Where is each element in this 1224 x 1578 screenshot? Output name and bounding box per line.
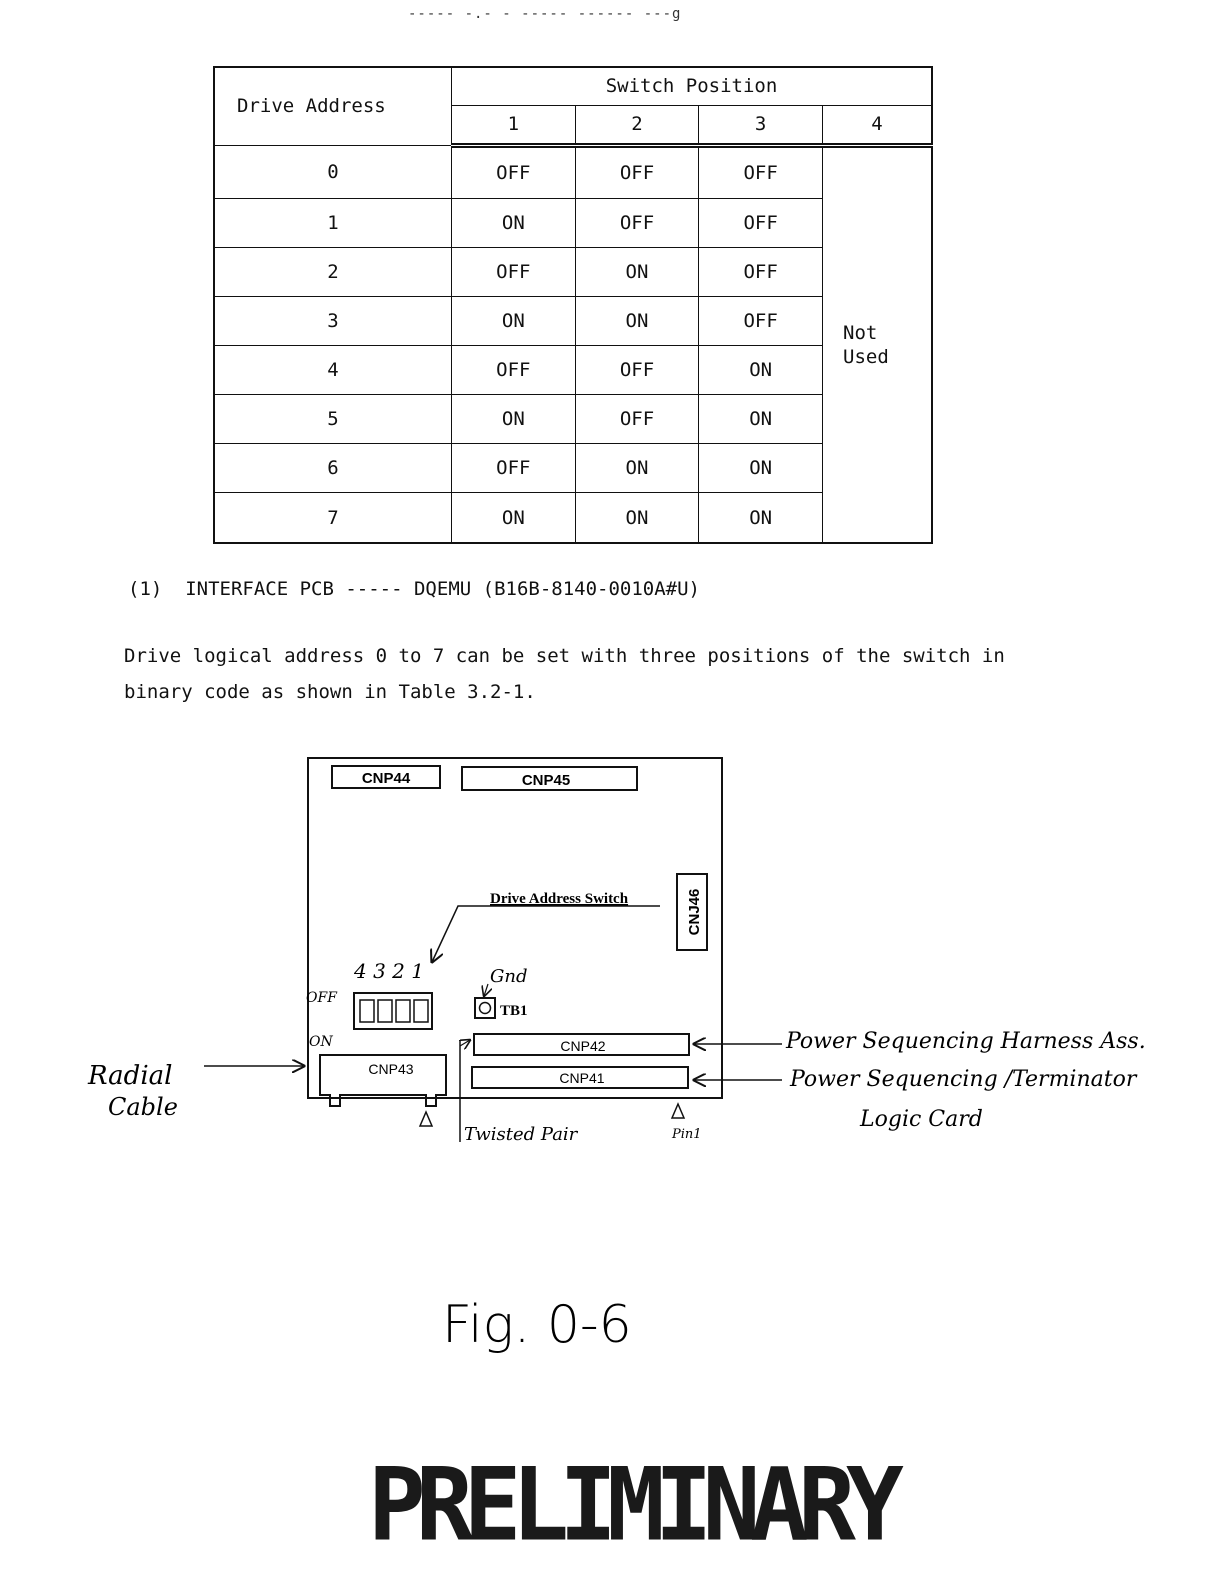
switch2-cell: ON: [575, 297, 699, 346]
drive-address-dip-switch: [354, 993, 432, 1029]
switch3-cell: OFF: [699, 145, 823, 198]
switch3-cell: ON: [699, 395, 823, 444]
switch1-cell: ON: [452, 395, 576, 444]
on-label: ON: [309, 1034, 333, 1050]
twisted-pair-arrow: [460, 1040, 470, 1046]
twisted-pair-label: Twisted Pair: [464, 1124, 578, 1145]
address-cell: 4: [214, 346, 452, 395]
drive-address-header: Drive Address: [214, 67, 452, 145]
switch2-cell: ON: [575, 444, 699, 493]
position-1-header: 1: [452, 105, 576, 145]
address-cell: 0: [214, 145, 452, 198]
switch2-cell: ON: [575, 493, 699, 543]
address-cell: 6: [214, 444, 452, 493]
address-cell: 3: [214, 297, 452, 346]
power-seq-term-label-line1: Power Sequencing /Terminator: [790, 1067, 1137, 1092]
preliminary-stamp: PRELIMINARY: [368, 1446, 894, 1564]
switch2-cell: ON: [575, 247, 699, 296]
power-seq-harness-label: Power Sequencing Harness Ass.: [786, 1029, 1146, 1054]
switch-numbers: 4 3 2 1: [354, 959, 424, 983]
switch3-cell: OFF: [699, 198, 823, 247]
switch1-cell: ON: [452, 198, 576, 247]
gnd-label: Gnd: [490, 966, 528, 987]
switch-position-header: Switch Position: [452, 67, 933, 105]
radial-cable-label-line1: Radial: [88, 1061, 173, 1091]
switch1-cell: OFF: [452, 145, 576, 198]
not-used-line1: Not: [843, 321, 878, 344]
gnd-arrow: [484, 984, 488, 996]
tb1-label: TB1: [500, 1003, 528, 1019]
switch1-cell: OFF: [452, 444, 576, 493]
dip-switch-slot-1: [414, 1000, 428, 1022]
switch2-cell: OFF: [575, 346, 699, 395]
switch1-cell: OFF: [452, 346, 576, 395]
switch1-cell: ON: [452, 297, 576, 346]
switch2-cell: OFF: [575, 198, 699, 247]
switch2-cell: OFF: [575, 395, 699, 444]
not-used-line2: Used: [843, 345, 889, 368]
dip-switch-slot-4: [360, 1000, 374, 1022]
dip-switch-slot-2: [396, 1000, 410, 1022]
switch3-cell: OFF: [699, 297, 823, 346]
address-cell: 7: [214, 493, 452, 543]
off-label: OFF: [306, 990, 337, 1006]
cnp43-label: CNP43: [368, 1061, 414, 1077]
header-fragment: ----- -.- - ----- ------ ---g: [408, 6, 682, 22]
cnp41-pin1-marker: [672, 1104, 684, 1118]
switch3-cell: OFF: [699, 247, 823, 296]
reference-text: INTERFACE PCB ----- DQEMU (B16B-8140-0010A#U): [185, 578, 700, 600]
pin1-label: Pin1: [672, 1127, 702, 1142]
description-paragraph: Drive logical address 0 to 7 can be set with three positions of the switch in binary code as shown in Table 3.2-1.: [124, 645, 1005, 703]
cnp44-label: CNP44: [361, 770, 411, 787]
drive-address-switch-label: Drive Address Switch: [490, 891, 629, 907]
figure-caption: Fig. 0-6: [442, 1295, 632, 1355]
position-2-header: 2: [575, 105, 699, 145]
tb1-terminal: [475, 998, 495, 1018]
reference-number: (1): [128, 578, 163, 600]
position-4-header: 4: [823, 105, 933, 145]
dip-switch-slot-3: [378, 1000, 392, 1022]
switch3-cell: ON: [699, 346, 823, 395]
address-cell: 5: [214, 395, 452, 444]
cnp41-label: CNP41: [559, 1070, 605, 1086]
address-cell: 1: [214, 198, 452, 247]
position-3-header: 3: [699, 105, 823, 145]
cnp42-label: CNP42: [560, 1038, 606, 1054]
switch1-cell: ON: [452, 493, 576, 543]
address-cell: 2: [214, 247, 452, 296]
cnp43-pin1-marker: [420, 1112, 432, 1126]
power-seq-term-label-line2: Logic Card: [860, 1107, 983, 1132]
cnj46-label: CNJ46: [686, 888, 703, 936]
switch1-cell: OFF: [452, 247, 576, 296]
switch2-cell: OFF: [575, 145, 699, 198]
switch3-cell: ON: [699, 444, 823, 493]
pcb-board-outline: [308, 758, 722, 1098]
cnp45-label: CNP45: [521, 772, 571, 789]
tb1-terminal-hole: [480, 1003, 491, 1014]
radial-cable-label-line2: Cable: [108, 1093, 178, 1121]
switch3-cell: ON: [699, 493, 823, 543]
switch-leader-line: [432, 906, 660, 962]
